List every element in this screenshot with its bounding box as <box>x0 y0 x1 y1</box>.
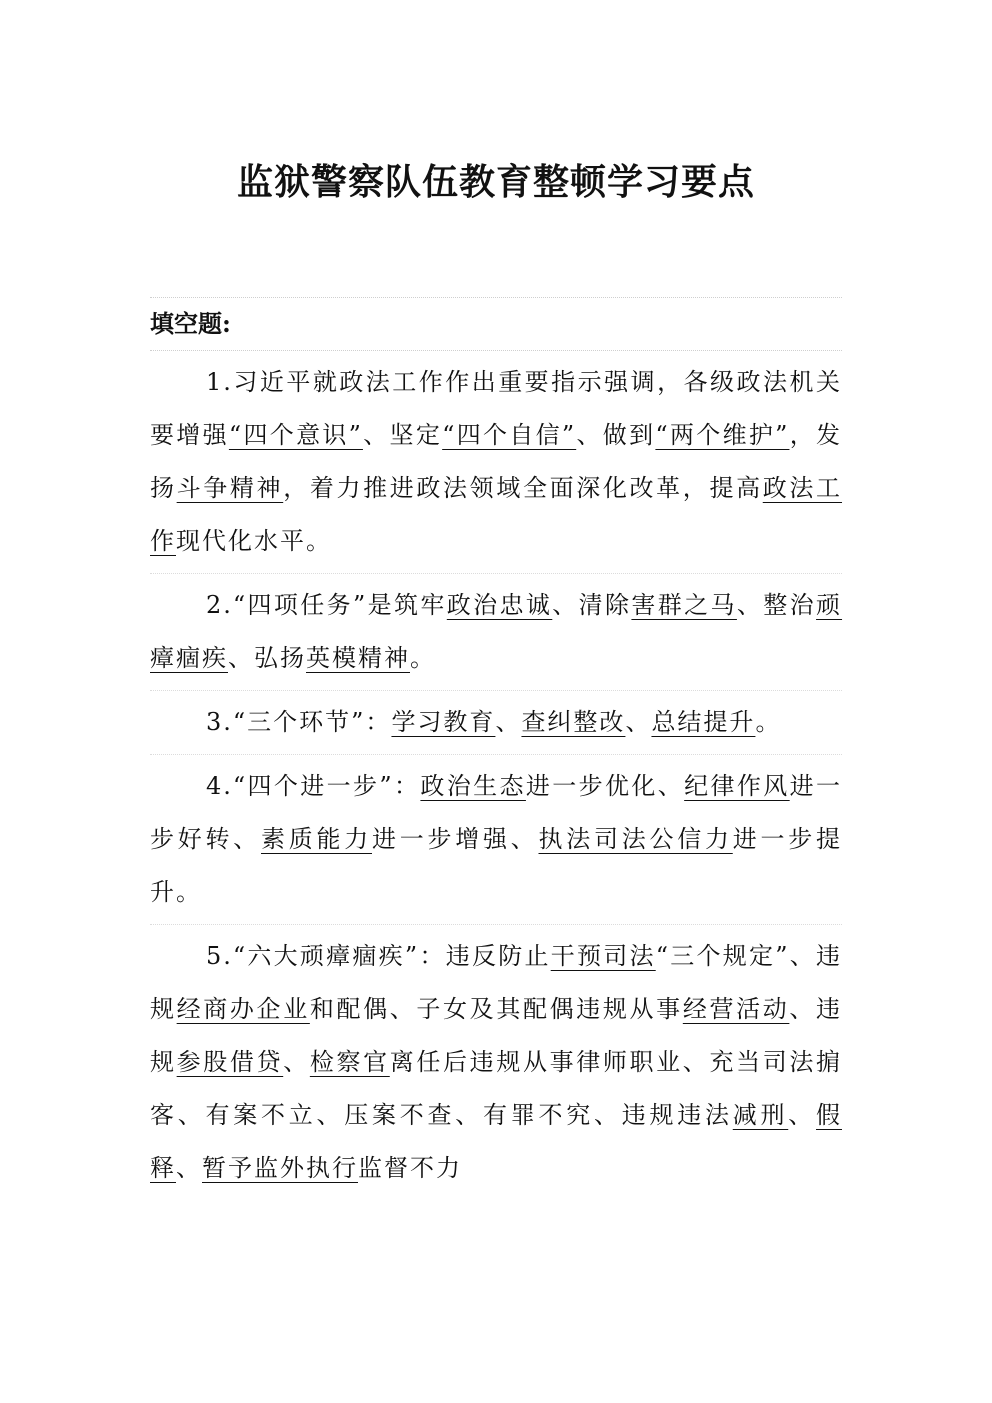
question-text: 。 <box>410 644 436 672</box>
answer-blank: 减刑 <box>732 1101 789 1129</box>
question-text: 、做到 <box>576 421 656 449</box>
question-list <box>150 351 842 1200</box>
question-paragraph <box>150 925 842 1200</box>
question-text: 4.“四个进一步”： <box>206 772 421 800</box>
question-text: 进一步提升。 <box>150 825 842 906</box>
answer-blank: 执法司法公信力 <box>538 825 733 853</box>
answer-blank: 英模精神 <box>306 644 410 672</box>
question-text: 1.习近平就政法工作作出重要指示强调，各级政法机关要增强 <box>150 368 842 449</box>
answer-blank: 顽瘴痼疾 <box>150 591 843 672</box>
question-text: 进一步增强、 <box>372 825 539 853</box>
answer-blank: 检察官 <box>309 1048 390 1076</box>
question-text: 进一步好转、 <box>150 772 843 853</box>
question-text: 、弘扬 <box>228 644 306 672</box>
answer-blank: 政法工作 <box>150 474 843 555</box>
answer-blank: “四个意识” <box>228 421 363 449</box>
answer-blank: “四个自信” <box>442 421 577 449</box>
document-body <box>150 297 842 1200</box>
answer-blank: 政治生态 <box>420 772 526 800</box>
question-text: ，着力推进政法领域全面深化改革，提高 <box>283 474 763 502</box>
question-text: 、 <box>283 1048 310 1076</box>
question-text: 、 <box>625 708 652 736</box>
answer-blank: 斗争精神 <box>176 474 284 502</box>
document-title: 监狱警察队伍教育整顿学习要点 <box>236 161 755 203</box>
question-text: 、整治 <box>736 591 817 619</box>
answer-blank: 害群之马 <box>631 591 737 619</box>
question-text: 、 <box>788 1101 816 1129</box>
question-text: 离任后违规从事律师职业、充当司法掮客、有案不立、压案不查、有罪不究、违规违法 <box>150 1048 843 1129</box>
answer-blank: 政治忠诚 <box>446 591 553 619</box>
answer-blank: 假释 <box>150 1101 842 1182</box>
question-text: 3.“三个环节”： <box>206 708 392 736</box>
answer-blank: “两个维护” <box>655 421 790 449</box>
answer-blank: 暂予监外执行 <box>202 1154 358 1182</box>
question-text: 和配偶、子女及其配偶违规从事 <box>309 995 683 1023</box>
answer-blank: 经营活动 <box>682 995 790 1023</box>
question-text: 、违规 <box>150 995 843 1076</box>
question-text: 、 <box>495 708 522 736</box>
question-text: 。 <box>755 708 782 736</box>
answer-blank: 参股借贷 <box>176 1048 284 1076</box>
question-paragraph <box>150 691 842 755</box>
question-text: “三个规定”、违规 <box>150 942 843 1023</box>
question-text: 5.“六大顽瘴痼疾”：违反防止 <box>206 942 551 970</box>
answer-blank: 素质能力 <box>261 825 372 853</box>
answer-blank: 总结提升 <box>651 708 756 736</box>
answer-blank: 纪律作风 <box>684 772 790 800</box>
answer-blank: 查纠整改 <box>521 708 626 736</box>
answer-blank: 学习教育 <box>391 708 496 736</box>
question-text: 、 <box>176 1154 202 1182</box>
answer-blank: 干预司法 <box>550 942 656 970</box>
question-text: 现代化水平。 <box>176 527 332 555</box>
question-paragraph <box>150 351 842 574</box>
answer-blank: 经商办企业 <box>176 995 310 1023</box>
question-paragraph <box>150 574 842 691</box>
question-text: 监督不力 <box>358 1154 462 1182</box>
section-heading: 填空题: <box>150 297 842 351</box>
question-text: 、清除 <box>552 591 632 619</box>
question-text: ，发扬 <box>150 421 843 502</box>
question-text: 、坚定 <box>362 421 443 449</box>
question-text: 进一步优化、 <box>525 772 685 800</box>
question-text: 2.“四项任务”是筑牢 <box>206 591 447 619</box>
question-paragraph <box>150 755 842 925</box>
